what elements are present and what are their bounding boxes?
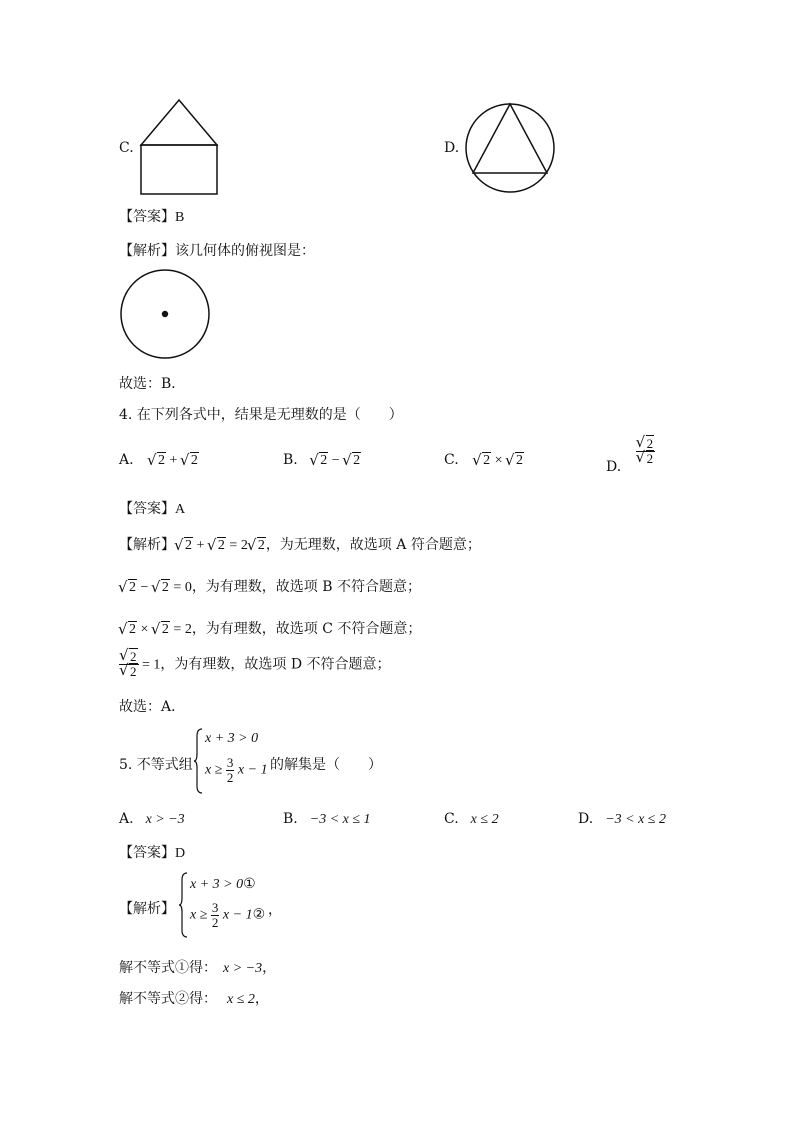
option-c-label: C. (119, 140, 134, 156)
q5-analysis-prefix: 【解析】 (119, 901, 175, 917)
q4-option-b: B. √ 2 − √ 2 (283, 452, 361, 469)
q5-analysis-comma: ， (268, 902, 282, 918)
q5-ineq-1: x + 3 > 0 (205, 731, 259, 746)
q5-stem-prefix: 5. 不等式组 (119, 757, 193, 773)
q5-option-b: B. −3 < x ≤ 1 (283, 811, 371, 827)
q4-option-c: C. √ 2 × √ 2 (444, 452, 524, 469)
q5-option-a: A. x > −3 (119, 811, 185, 827)
q5-analysis-ineq-1: x + 3 > 0① (190, 877, 256, 892)
q4-analysis-line-3: √ 2 × √ 2 = 2，为有理数，故选项 C 不符合题意； (119, 618, 421, 638)
q5-option-c: C. x ≤ 2 (444, 811, 499, 827)
q3-answer: 【答案】B (119, 209, 185, 225)
q5-solve-2: 解不等式②得： x ≤ 2， (119, 991, 269, 1007)
q5-ineq-2: x ≥ $\frac{3}{2}$ x − 1 (205, 755, 268, 785)
house-figure (138, 98, 220, 198)
q4-analysis-line-1: 【解析】√ 2 + √ 2 = 2√ 2，为无理数，故选项 A 符合题意； (119, 534, 481, 554)
top-view-figure (118, 268, 214, 362)
q5-option-d: D. −3 < x ≤ 2 (578, 811, 666, 827)
q4-stem: 4. 在下列各式中，结果是无理数的是（ ） (119, 407, 403, 423)
q5-stem-suffix: 的解集是（ ） (270, 757, 382, 773)
q4-analysis-line-2: √ 2 − √ 2 = 0，为有理数，故选项 B 不符合题意； (119, 576, 421, 596)
q4-option-a: A. √ 2 + √ 2 (119, 452, 199, 469)
q5-answer: 【答案】D (119, 845, 186, 861)
q3-analysis: 【解析】该几何体的俯视图是： (119, 243, 315, 259)
circle-triangle-figure (464, 102, 558, 194)
q4-answer: 【答案】A (119, 501, 186, 517)
option-d-label: D. (444, 140, 460, 156)
q5-solve-1: 解不等式①得： x > −3， (119, 960, 277, 976)
q5-analysis-ineq-2: x ≥ $\frac{3}{2}$ x − 1② (190, 900, 266, 930)
q4-option-d: D. √ 2 √ 2 (606, 437, 655, 466)
q3-conclusion: 故选：B． (119, 376, 186, 392)
q5-brace (194, 728, 204, 794)
q4-analysis-line-4: √ 2 √ 2 = 1，为有理数，故选项 D 不符合题意； (119, 650, 391, 679)
q4-conclusion: 故选：A． (119, 699, 186, 715)
q5-analysis-brace (179, 872, 189, 938)
